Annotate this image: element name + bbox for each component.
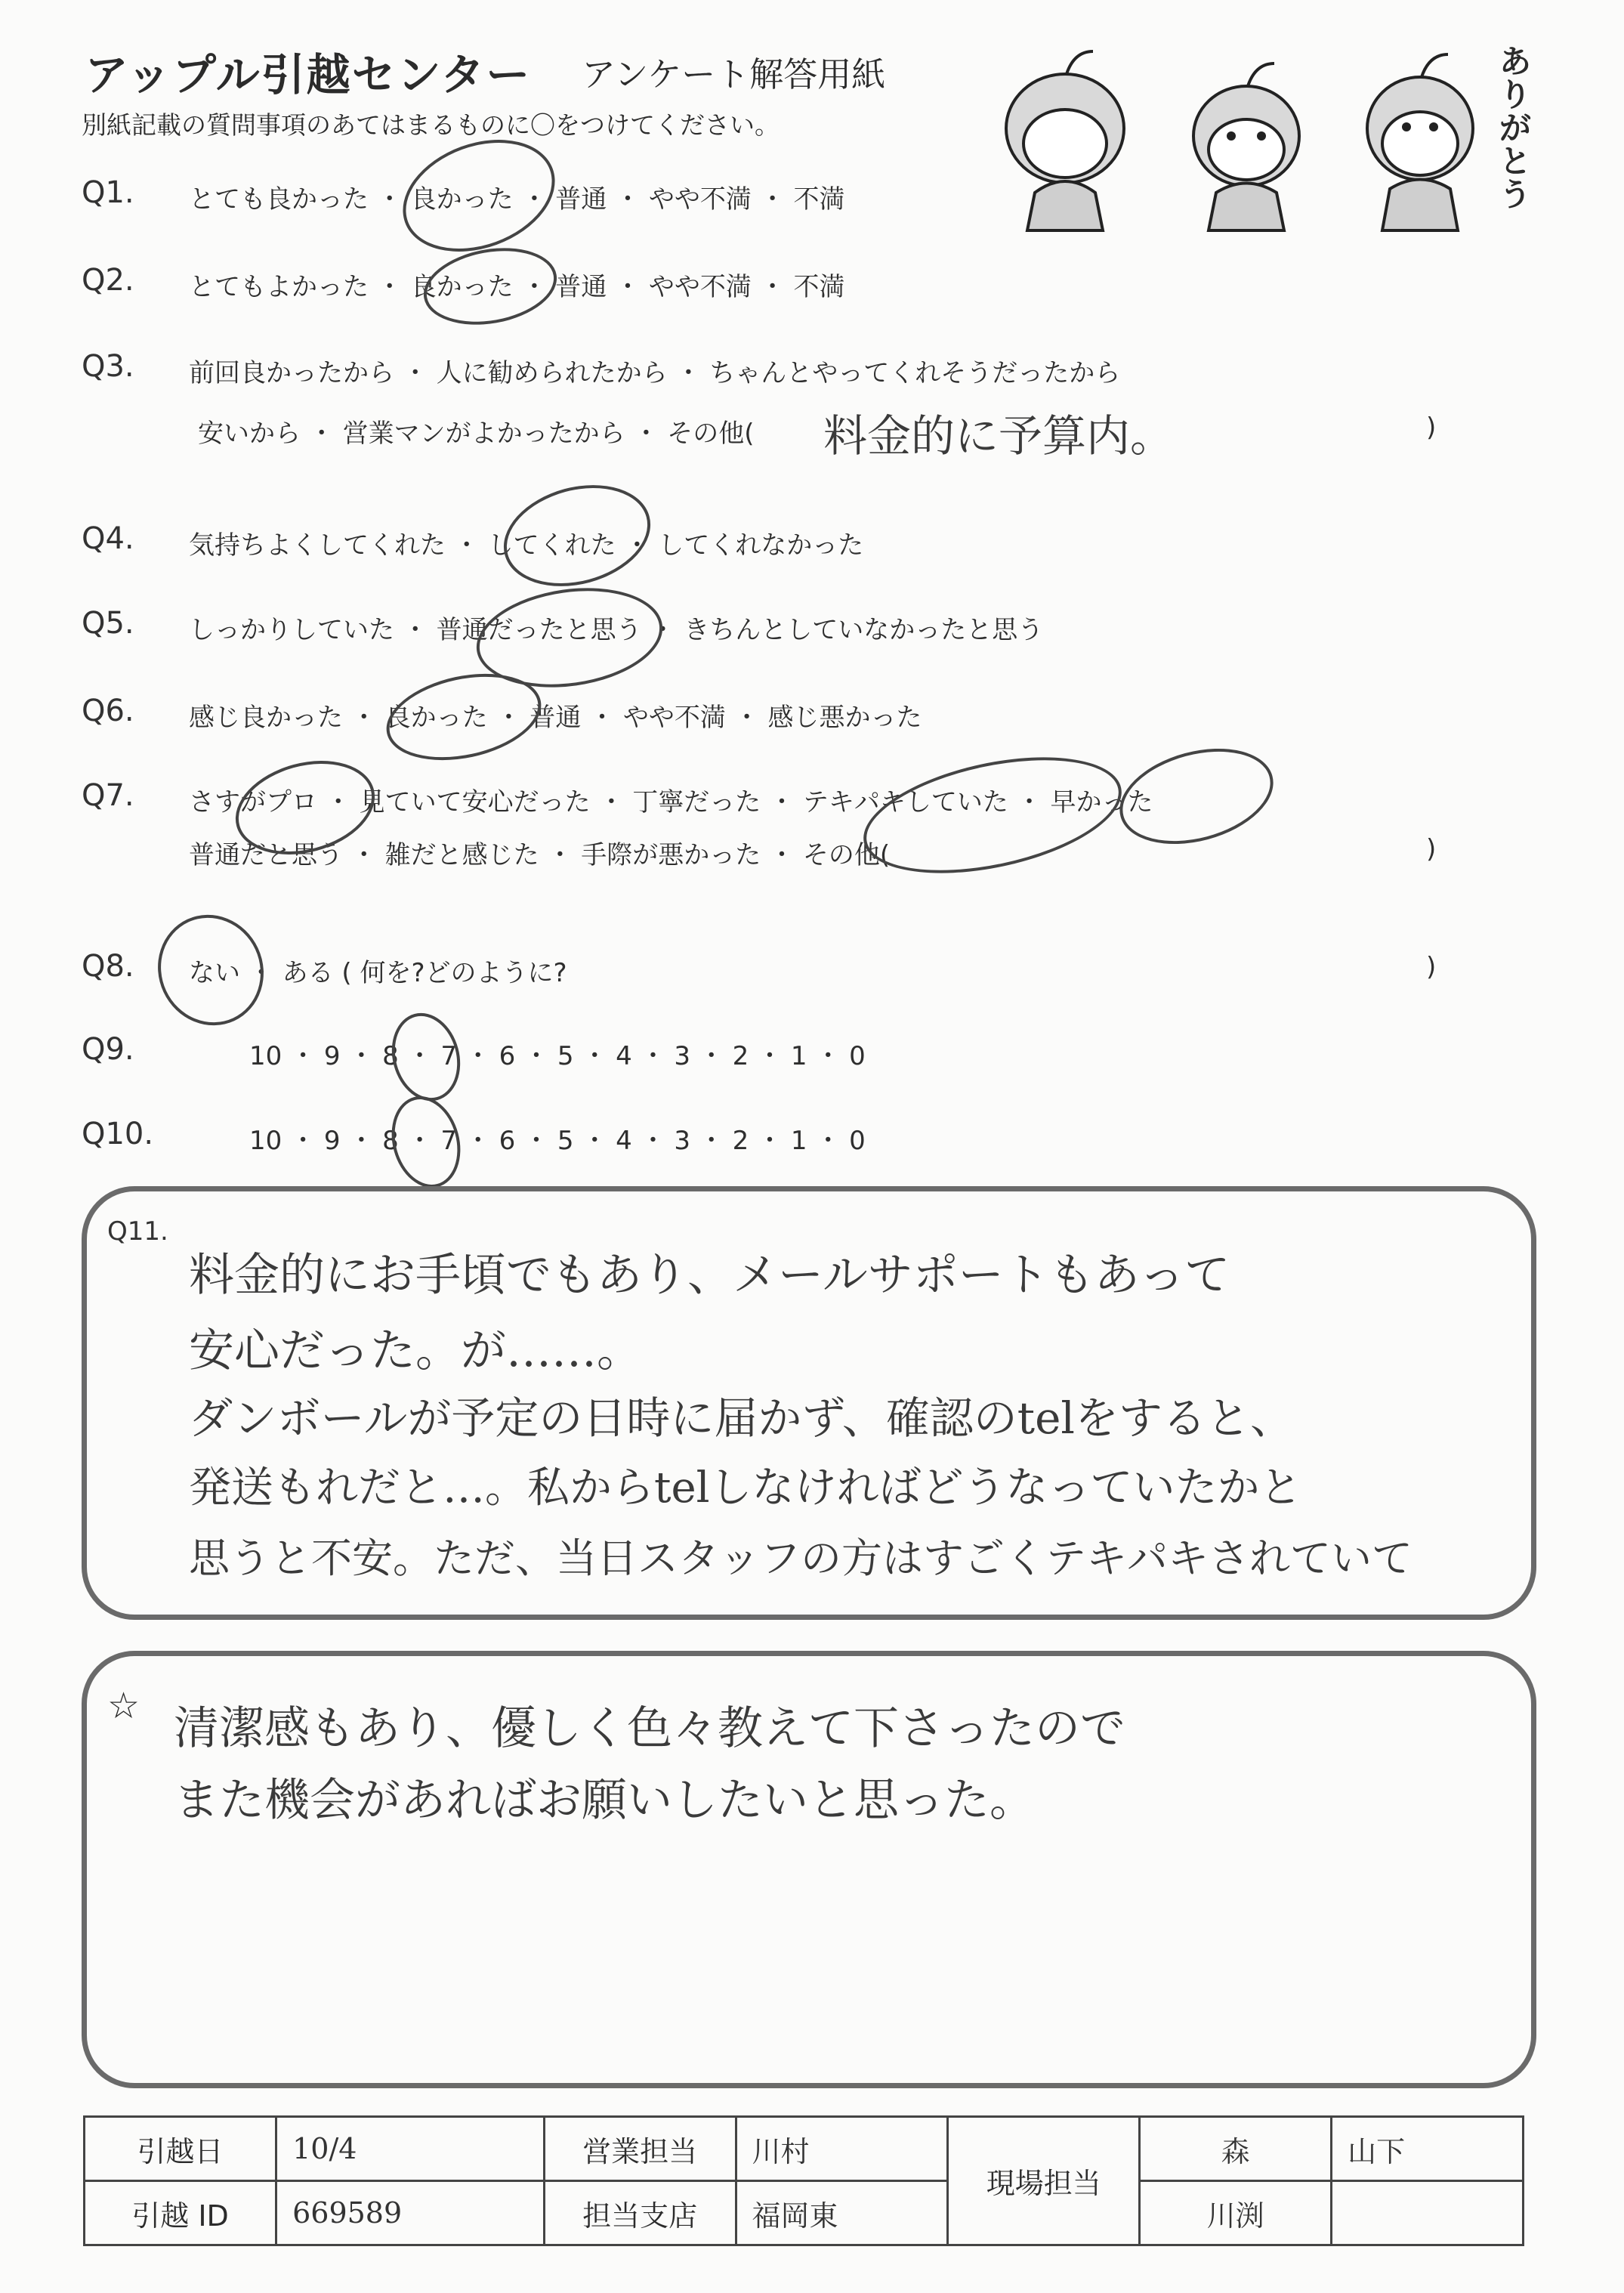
q2-options: とてもよかった ・ 良かった ・ 普通 ・ やや不満 ・ 不満 — [189, 272, 845, 302]
q9-label: Q9. — [82, 1032, 134, 1067]
q1-options: とても良かった ・ 良かった ・ 普通 ・ やや不満 ・ 不満 — [189, 184, 845, 215]
q3-options-line2: 安いから ・ 営業マンがよかったから ・ その他( — [198, 419, 755, 449]
q5-options: しっかりしていた ・ 普通だったと思う ・ きちんとしていなかったと思う — [189, 615, 1044, 645]
site-staff-2: 山下 — [1332, 2117, 1524, 2181]
branch-value: 福岡東 — [736, 2181, 948, 2245]
q5-label: Q5. — [82, 606, 134, 641]
q8-close-paren: ) — [1426, 952, 1437, 982]
branch-label: 担当支店 — [544, 2181, 736, 2245]
thanks-text: ありがとう — [1499, 43, 1532, 213]
q9-scale: 10 ・ 9 ・ 8 ・ 7 ・ 6 ・ 5 ・ 4 ・ 3 ・ 2 ・ 1 ・ 0 — [249, 1041, 866, 1071]
q9-selection-circle — [382, 1006, 470, 1109]
site-staff-1: 森 — [1140, 2117, 1332, 2181]
q7-options-line1: さすがプロ ・ 見ていて安心だった ・ 丁寧だった ・ テキパキしていた ・ 早かった — [189, 787, 1153, 817]
sales-label: 営業担当 — [544, 2117, 736, 2181]
q11-line-5: 思うと不安。ただ、当日スタッフの方はすごくテキパキされていて — [189, 1534, 1413, 1582]
q6-options: 感じ良かった ・ 良かった ・ 普通 ・ やや不満 ・ 感じ悪かった — [189, 703, 922, 733]
q7-selection-circle-tekipaki — [853, 737, 1132, 893]
q1-selection-circle — [387, 120, 571, 272]
q4-options: 気持ちよくしてくれた ・ してくれた ・ してくれなかった — [189, 530, 864, 561]
q3-options-line1: 前回良かったから ・ 人に勧められたから ・ ちゃんとやってくれそうだったから — [189, 358, 1121, 388]
q4-label: Q4. — [82, 521, 134, 556]
sales-value: 川村 — [736, 2117, 948, 2181]
q11-label: Q11. — [107, 1216, 168, 1247]
site-staff-4 — [1332, 2181, 1524, 2245]
form-title: アンケート解答用紙 — [582, 54, 886, 94]
company-name: アップル引越センター — [85, 49, 532, 100]
star-comment-line-2: また機会があればお願いしたいと思った。 — [174, 1774, 1035, 1827]
q10-selection-circle — [382, 1089, 471, 1196]
q7-close-paren: ) — [1426, 834, 1437, 864]
star-icon: ☆ — [107, 1685, 140, 1727]
q11-line-2: 安心だった。が……。 — [189, 1324, 642, 1377]
q8-label: Q8. — [82, 949, 134, 984]
move-date-label: 引越日 — [85, 2117, 276, 2181]
q2-selection-circle — [418, 238, 563, 334]
q11-line-3: ダンボールが予定の日時に届かず、確認のtelをすると、 — [189, 1392, 1294, 1444]
q11-line-1: 料金的にお手頃でもあり、メールサポートもあって — [189, 1249, 1230, 1302]
instruction-text: 別紙記載の質問事項のあてはまるものに〇をつけてください。 — [82, 110, 780, 140]
site-staff-3: 川渕 — [1140, 2181, 1332, 2245]
q10-label: Q10. — [82, 1117, 154, 1151]
q8-selection-circle — [140, 898, 282, 1043]
q3-label: Q3. — [82, 349, 134, 384]
q7-options-line2: 普通だと思う ・ 雑だと感じた ・ 手際が悪かった ・ その他( — [189, 840, 891, 870]
q1-label: Q1. — [82, 175, 134, 210]
star-comment-line-1: 清潔感もあり、優しく色々教えて下さったので — [174, 1702, 1125, 1755]
q11-line-4: 発送もれだと…。私からtelしなければどうなっていたかと — [189, 1463, 1302, 1513]
move-date-value: 10/4 — [276, 2117, 545, 2181]
move-id-value: 669589 — [276, 2181, 545, 2245]
q7-selection-circle-hayakatta — [1109, 733, 1283, 860]
q3-close-paren: ) — [1426, 413, 1437, 443]
q7-label: Q7. — [82, 778, 134, 813]
q8-options: ない ・ ある ( 何を?どのように? — [189, 958, 567, 988]
q3-handwritten-answer: 料金的に予算内。 — [823, 410, 1175, 462]
site-staff-label: 現場担当 — [948, 2117, 1140, 2245]
move-id-label: 引越 ID — [85, 2181, 276, 2245]
q10-scale: 10 ・ 9 ・ 8 ・ 7 ・ 6 ・ 5 ・ 4 ・ 3 ・ 2 ・ 1 ・ 0 — [249, 1126, 866, 1156]
q2-label: Q2. — [82, 263, 134, 298]
move-info-table — [83, 2115, 1524, 2246]
mascot-illustration — [982, 30, 1511, 242]
q6-label: Q6. — [82, 694, 134, 728]
q4-selection-circle — [492, 470, 662, 602]
monkey-mascots-icon — [982, 30, 1511, 242]
